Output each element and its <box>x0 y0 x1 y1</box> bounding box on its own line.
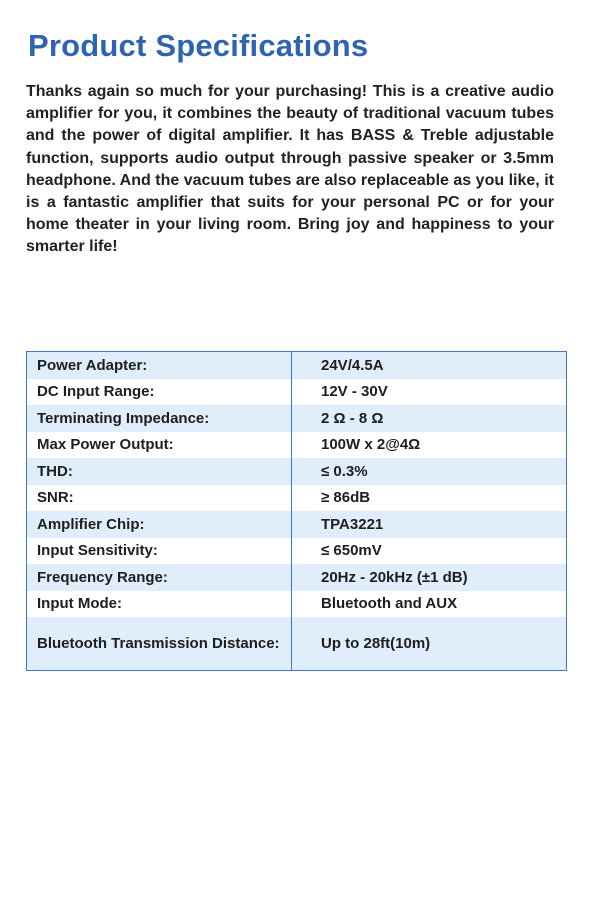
spec-value: 24V/4.5A <box>292 352 567 379</box>
spec-row-terminating-impedance <box>27 405 567 432</box>
spec-value: 2 Ω - 8 Ω <box>292 405 567 432</box>
spec-value: Up to 28ft(10m) <box>292 617 567 671</box>
intro-paragraph: Thanks again so much for your purchasing! This is a creative audio amplifier for you, it combines the beauty of traditional vacuum tubes and the power of digital amplifier. It has BASS & Treble adjustable function, supports audio output through passive speaker or 3.5mm headphone. And the vacuum tubes are also replaceable as you like, it is a fantastic amplifier that suits for your personal PC or for your home theater in your living room. Bring joy and happiness to your smarter life! <box>26 83 554 256</box>
spec-value: Bluetooth and AUX <box>321 595 458 613</box>
spec-label: Terminating Impedance: <box>27 405 292 432</box>
spec-label: Frequency Range: <box>27 564 292 591</box>
spec-label: SNR: <box>27 485 292 512</box>
spec-label: Amplifier Chip: <box>27 511 292 538</box>
spec-row-amplifier-chip <box>27 511 567 538</box>
spec-label: Power Adapter: <box>27 352 292 379</box>
spec-value: 100W x 2@4Ω <box>321 436 421 454</box>
spec-row-dc-input-range <box>27 379 567 406</box>
spec-row-power-adapter <box>27 352 567 379</box>
spec-row-max-power-output <box>27 432 567 459</box>
spec-row-input-mode <box>27 591 567 618</box>
spec-table <box>26 351 567 671</box>
spec-value: ≤ 0.3% <box>292 458 567 485</box>
spec-value: ≤ 650mV <box>321 542 382 560</box>
spec-label: Bluetooth Transmission Distance: <box>27 617 292 671</box>
spec-label: THD: <box>27 458 292 485</box>
spec-value: 12V - 30V <box>321 383 388 401</box>
spec-value: ≥ 86dB <box>321 489 371 507</box>
spec-row-input-sensitivity <box>27 538 567 565</box>
spec-value: TPA3221 <box>292 511 567 538</box>
page-title: Product Specifications <box>28 28 369 63</box>
spec-label: Max Power Output: <box>27 432 292 459</box>
spec-label: DC Input Range: <box>27 379 292 406</box>
spec-row-frequency-range <box>27 564 567 591</box>
spec-label: Input Mode: <box>27 591 292 618</box>
spec-label: Input Sensitivity: <box>27 538 292 565</box>
spec-row-snr <box>27 485 567 512</box>
spec-row-thd <box>27 458 567 485</box>
spec-row-bluetooth-distance <box>27 617 567 671</box>
spec-value: 20Hz - 20kHz (±1 dB) <box>292 564 567 591</box>
